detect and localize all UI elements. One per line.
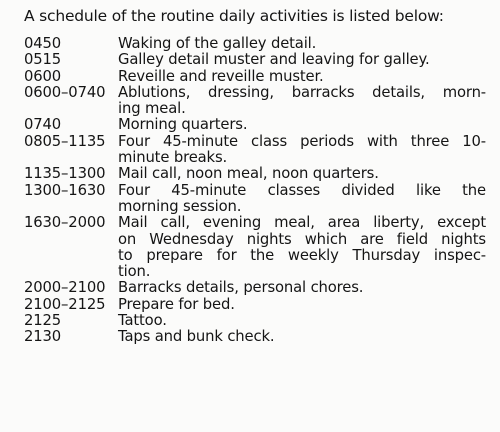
schedule-activity (118, 313, 486, 329)
schedule-time: 0740 (24, 116, 62, 134)
schedule-activity-line: Reveille and reveille muster. (118, 67, 324, 85)
schedule-row (24, 69, 486, 85)
schedule-time: 0600 (24, 67, 62, 85)
schedule-activity (118, 134, 486, 167)
schedule-time: 0515 (24, 51, 62, 69)
schedule-time: 2130 (24, 328, 62, 346)
schedule-activity-line: tion. (118, 263, 151, 281)
schedule-time: 0450 (24, 35, 62, 52)
schedule-activity (118, 280, 486, 296)
schedule-row (24, 297, 486, 313)
schedule-activity (118, 69, 486, 85)
schedule-time: 1300–1630 (24, 181, 106, 199)
schedule-activity-line: minute breaks. (118, 149, 228, 167)
schedule-time: 2100–2125 (24, 295, 106, 313)
schedule-row (24, 36, 486, 52)
schedule-activity-line: on Wednesday nights which are field nights (118, 230, 486, 248)
schedule-activity-line: Prepare for bed. (118, 295, 235, 313)
schedule-activity-line: Galley detail muster and leaving for galley. (118, 51, 430, 69)
schedule-activity (118, 297, 486, 313)
schedule-activity-line: Four 45-minute classes divided like the (118, 181, 486, 199)
schedule-activity-line: Mail call, noon meal, noon quarters. (118, 165, 379, 183)
schedule-activity (118, 117, 486, 133)
schedule-activity (118, 329, 486, 345)
schedule-row (24, 134, 486, 167)
schedule-activity-line: morning session. (118, 197, 242, 215)
schedule-activity-line: Ablutions, dressing, barracks details, morn- (118, 83, 486, 101)
schedule-activity-line: Barracks details, personal chores. (118, 279, 364, 297)
schedule-row (24, 52, 486, 68)
schedule-row (24, 85, 486, 118)
schedule-activity-line: Mail call, evening meal, area liberty, except (118, 214, 486, 232)
schedule-activity (118, 183, 486, 216)
schedule-activity-line: Waking of the galley detail. (118, 35, 317, 52)
schedule-activity-line: Taps and bunk check. (118, 328, 275, 346)
schedule-activity (118, 166, 486, 182)
schedule-row (24, 329, 486, 345)
schedule-time: 1630–2000 (24, 214, 106, 232)
schedule-row (24, 117, 486, 133)
schedule-row (24, 313, 486, 329)
schedule-row (24, 183, 486, 216)
schedule-activity (118, 85, 486, 118)
schedule-activity-line: Four 45-minute class periods with three 10- (118, 132, 486, 150)
schedule-activity-line: to prepare for the weekly Thursday inspec- (118, 246, 486, 264)
schedule-activity-line: Morning quarters. (118, 116, 248, 134)
schedule-time: 0805–1135 (24, 132, 106, 150)
schedule-activity-line: ing meal. (118, 100, 186, 118)
schedule-time: 2125 (24, 312, 62, 330)
schedule-time: 2000–2100 (24, 279, 106, 297)
schedule-time: 0600–0740 (24, 83, 106, 101)
schedule-activity-line: Tattoo. (118, 312, 167, 330)
schedule-row (24, 280, 486, 296)
schedule-activity (118, 52, 486, 68)
schedule-row (24, 215, 486, 280)
schedule-heading: A schedule of the routine daily activities is listed below: (24, 7, 444, 25)
schedule-activity (118, 215, 486, 280)
schedule-activity (118, 36, 486, 52)
schedule-time: 1135–1300 (24, 165, 106, 183)
schedule-list (24, 36, 486, 346)
schedule-row (24, 166, 486, 182)
